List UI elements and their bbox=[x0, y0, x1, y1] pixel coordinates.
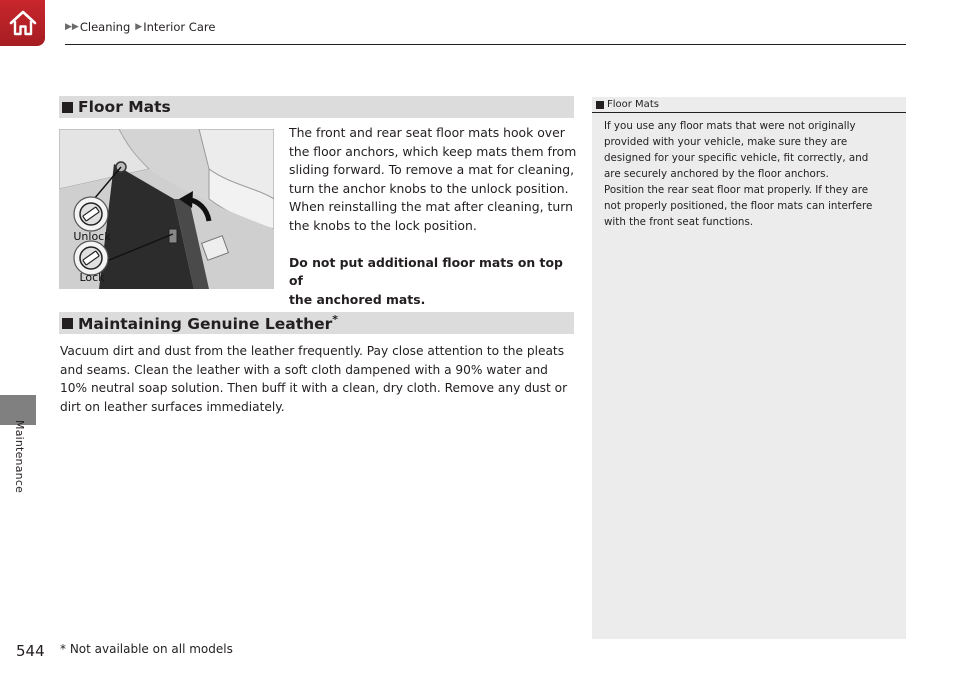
chapter-tab-label: Maintenance bbox=[13, 420, 26, 494]
floor-anchor-illustration bbox=[59, 129, 274, 289]
floor-mats-text bbox=[289, 124, 579, 309]
note-marker-icon bbox=[596, 101, 604, 109]
floor-anchor-drawing bbox=[59, 129, 274, 289]
text-line: When reinstalling the mat after cleaning, turn bbox=[289, 199, 573, 215]
breadcrumb bbox=[65, 20, 220, 34]
header-rule bbox=[65, 44, 906, 45]
note-line: not properly positioned, the floor mats can interfere bbox=[604, 200, 873, 212]
home-button[interactable] bbox=[0, 0, 45, 46]
breadcrumb-arrow-icon: ▶ bbox=[135, 22, 143, 32]
text-line: the floor anchors, which keep mats them from bbox=[289, 143, 577, 159]
section-title: Floor Mats bbox=[78, 98, 171, 116]
text-line: the knobs to the lock position. bbox=[289, 217, 477, 233]
note-line: designed for your specific vehicle, fit correctly, and bbox=[604, 152, 869, 164]
note-line: Position the rear seat floor mat properly. If they are bbox=[604, 184, 869, 196]
note-line: with the front seat functions. bbox=[604, 216, 754, 228]
leather-text bbox=[60, 342, 580, 416]
text-line: dirt on leather surfaces immediately. bbox=[60, 399, 285, 414]
note-body bbox=[604, 118, 896, 230]
page-number: 544 bbox=[16, 642, 45, 660]
home-icon bbox=[8, 9, 38, 37]
lock-label: Lock bbox=[79, 271, 105, 284]
text-line: turn the anchor knobs to the unlock position. bbox=[289, 180, 569, 196]
text-line: and seams. Clean the leather with a soft cloth dampened with a 90% water and bbox=[60, 362, 548, 377]
footnote-mark: * bbox=[332, 312, 339, 326]
section-header-genuine-leather bbox=[59, 312, 574, 334]
breadcrumb-item-cleaning[interactable]: Cleaning bbox=[79, 20, 131, 34]
footnote: * Not available on all models bbox=[60, 642, 233, 656]
section-square-icon bbox=[62, 318, 73, 329]
warning-line: the anchored mats. bbox=[289, 291, 426, 307]
note-line: are securely anchored by the floor anchors. bbox=[604, 168, 829, 180]
text-line: 10% neutral soap solution. Then buff it with a clean, dry cloth. Remove any dust or bbox=[60, 381, 568, 396]
text-line: sliding forward. To remove a mat for cleaning, bbox=[289, 162, 575, 178]
text-line: The front and rear seat floor mats hook over bbox=[289, 125, 565, 140]
section-square-icon bbox=[62, 102, 73, 113]
unlock-label: Unlock bbox=[73, 230, 111, 243]
note-line: If you use any floor mats that were not originally bbox=[604, 120, 856, 132]
breadcrumb-item-interior-care[interactable]: Interior Care bbox=[143, 20, 216, 34]
note-title: Floor Mats bbox=[607, 99, 659, 110]
note-line: provided with your vehicle, make sure they are bbox=[604, 136, 848, 148]
text-line: Vacuum dirt and dust from the leather frequently. Pay close attention to the pleats bbox=[60, 344, 565, 358]
note-header bbox=[592, 97, 906, 113]
section-title: Maintaining Genuine Leather* bbox=[78, 312, 339, 334]
warning-line: Do not put additional floor mats on top of bbox=[289, 254, 563, 289]
breadcrumb-arrow-icon: ▶▶ bbox=[65, 22, 79, 32]
section-header-floor-mats bbox=[59, 96, 574, 118]
